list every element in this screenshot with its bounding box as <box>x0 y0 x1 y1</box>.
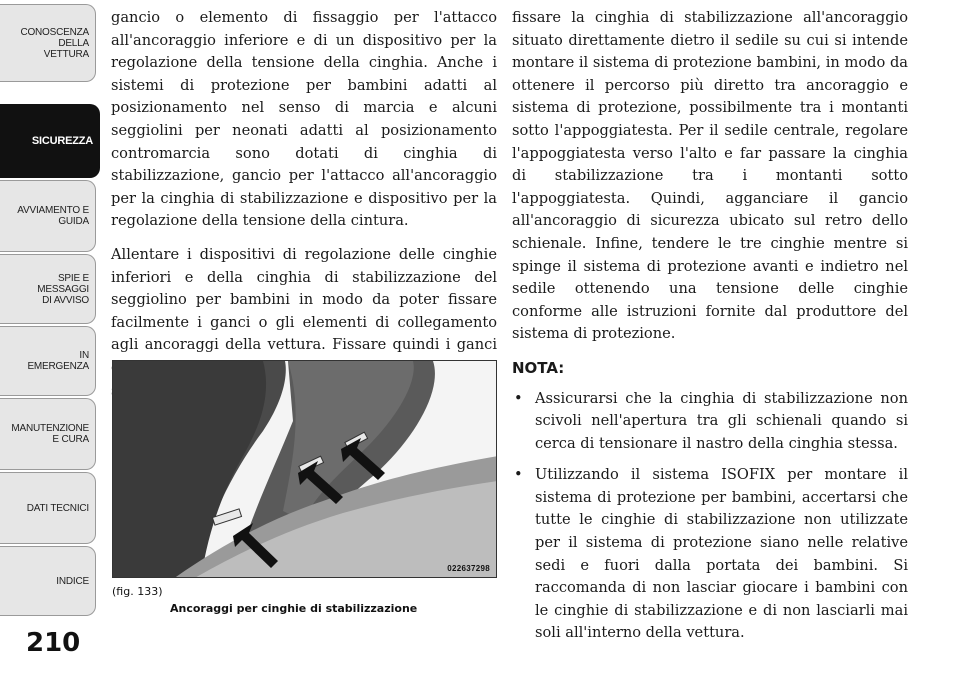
tab-label: INDICE <box>56 575 89 587</box>
figure-image <box>112 360 497 578</box>
tab-manutenzione-e-cura[interactable] <box>0 398 96 470</box>
paragraph: Allentare i dispositivi di regolazione delle cinghie inferiori e della cinghia di stabilizzazione del seggiolino per bambini in modo da poter fissare facilmente i ganci o gli elementi di collegamento agli ancoraggi della vettura. Fissare quindi i ganci <box>111 245 497 354</box>
tab-label: MANUTENZIONE E CURA <box>11 423 89 445</box>
tab-conoscenza-della-vettura[interactable] <box>0 4 96 82</box>
list-item: • Assicurarsi che la cinghia di stabilizzazione non scivoli nell'apertura tra gli schienali quando si cerca di tensionare il nastro della cinghia stessa. <box>512 388 908 456</box>
tab-label: CONOSCENZA DELLA VETTURA <box>20 26 89 60</box>
tab-sicurezza[interactable] <box>0 104 100 178</box>
paragraph: fissare la cinghia di stabilizzazione all'ancoraggio situato direttamente dietro il sedile su cui si intende montare il sistema di protezione bambini, in modo da ottenere il percorso più diretto tra ancoraggio e sistema di protezione, possibilmente tra i montanti sotto l'appoggiatesta. Per il sedile centrale, regolare l'appoggiatesta verso l'alto e far passare la cinghia di stabilizzazione tra i montanti sotto l'appoggiatesta. Quindi, agganciare il gancio all'ancoraggio di sicurezza ubicato sul retro dello schienale. Infine, tendere le tre cinghie mentre si spinge il sistema di protezione avanti e indietro nel sedile ottenendo una tensione delle cinghie conforme alle istruzioni fornite dal produttore del sistema di protezione. <box>512 9 908 343</box>
tab-in-emergenza[interactable] <box>0 326 96 396</box>
right-column <box>512 7 908 654</box>
tab-dati-tecnici[interactable] <box>0 472 96 544</box>
tab-label: AVVIAMENTO E GUIDA <box>17 205 89 227</box>
tab-label: IN EMERGENZA <box>27 350 89 372</box>
page-number: 210 <box>26 628 81 658</box>
tab-label: SPIE E MESSAGGI DI AVVISO <box>37 272 89 306</box>
tab-indice[interactable] <box>0 546 96 616</box>
seat-anchorages-illustration <box>113 361 497 578</box>
tab-avviamento-e-guida[interactable] <box>0 180 96 252</box>
figure-label: (fig. 133) <box>112 585 163 598</box>
paragraph: gancio o elemento di fissaggio per l'attacco all'ancoraggio inferiore e di un dispositivo per la regolazione della tensione della cinghia. Anche i sistemi di protezione per bambini adatti al posizionamento nel senso di marcia e alcuni seggiolini per neonati adatti al posizionamento contromarcia sono dotati di cinghia di stabilizzazione, gancio per l'attacco all'ancoraggio per la cinghia di stabilizzazione e dispositivo per la regolazione della tensione della cintura. <box>111 9 497 230</box>
figure-code: 022637298 <box>447 564 490 573</box>
figure-caption: Ancoraggi per cinghie di stabilizzazione <box>170 602 418 615</box>
tab-label: DATI TECNICI <box>26 502 89 514</box>
list-item: • Utilizzando il sistema ISOFIX per montare il sistema di protezione per bambini, accertarsi che tutte le cinghie di stabilizzazione non utilizzate per il sistema di protezione siano nelle relative sedi e fuori dalla portata dei bambini. Si raccomanda di non lasciar giocare i bambini con le cinghie di stabilizzazione e di non lasciarli mai soli all'interno della vettura. <box>512 464 908 645</box>
tab-spie-e-messaggi[interactable] <box>0 254 96 324</box>
note-list <box>512 388 908 646</box>
left-column <box>111 7 497 413</box>
chapter-tabs <box>0 0 100 640</box>
note-heading: NOTA: <box>512 358 565 377</box>
tab-label: SICUREZZA <box>31 134 93 147</box>
